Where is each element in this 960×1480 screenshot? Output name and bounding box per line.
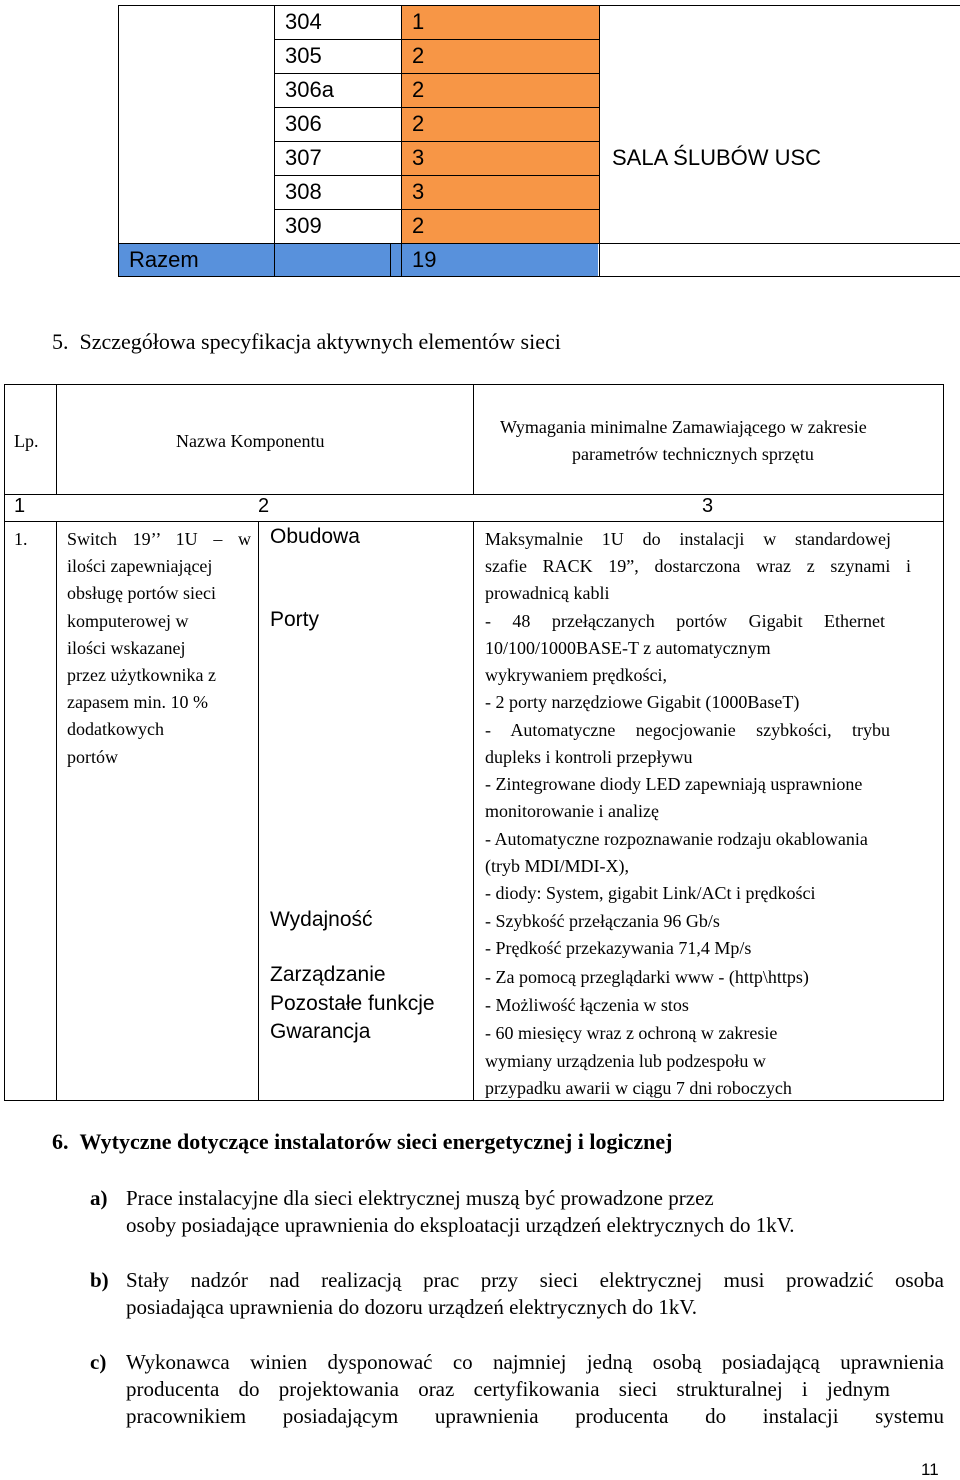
count-305: 2 [412, 43, 425, 68]
row-number: 1. [14, 529, 28, 549]
item-line: Prace instalacyjne dla sieci elektrycznej muszą być prowadzone przez [126, 1186, 714, 1210]
room-306: 306 [285, 111, 322, 136]
req-line: - 2 porty narzędziowe Gigabit (1000BaseT) [485, 692, 800, 712]
feature-obudowa: Obudowa [270, 525, 360, 548]
page-number: 11 [921, 1460, 939, 1479]
component-line: przez użytkownika z [67, 665, 216, 685]
header-req-2: parametrów technicznych sprzętu [572, 444, 814, 464]
requirements-zarzadzanie: - Za pomocą przeglądarki www - (http\https) [485, 967, 809, 987]
header-req-1: Wymagania minimalne Zamawiającego w zakresie [500, 417, 867, 437]
req-line: monitorowanie i analizę [485, 801, 659, 821]
req-line: Maksymalnie 1U do instalacji w standardowej [485, 529, 891, 549]
item-line: Wykonawca winien dysponować co najmniej jedną osobą posiadającą uprawnienia [126, 1350, 944, 1374]
item-line: pracownikiem posiadającym uprawnienia producenta do instalacji systemu [126, 1404, 944, 1428]
col-number-2: 2 [258, 495, 270, 517]
component-line: dodatkowych [67, 719, 164, 739]
count-309: 2 [412, 213, 425, 238]
req-line: - Automatyczne rozpoznawanie rodzaju okablowania [485, 829, 868, 849]
col-number-1: 1 [14, 495, 26, 517]
req-line: dupleks i kontroli przepływu [485, 747, 693, 767]
req-line: - 60 miesięcy wraz z ochroną w zakresie [485, 1023, 778, 1043]
requirements-pozostale: - Możliwość łączenia w stos [485, 995, 689, 1015]
item-label: a) [90, 1186, 108, 1210]
req-line: - Zintegrowane diody LED zapewniają usprawnione [485, 774, 863, 794]
req-line: wymiany urządzenia lub podzespołu w [485, 1051, 766, 1071]
component-line: ilości wskazanej [67, 638, 186, 658]
req-line: szafie RACK 19”, dostarczona wraz z szynami i [485, 556, 911, 576]
req-line: - Prędkość przekazywania 71,4 Mp/s [485, 938, 752, 958]
count-307: 3 [412, 145, 425, 170]
item-line: Stały nadzór nad realizacją prac przy sieci elektrycznej musi prowadzić osoba [126, 1268, 944, 1292]
header-lp: Lp. [14, 431, 39, 451]
req-line: 10/100/1000BASE-T z automatycznym [485, 638, 771, 658]
req-line: - Automatyczne negocjowanie szybkości, trybu [485, 720, 890, 740]
req-line: przypadku awarii w ciągu 7 dni roboczych [485, 1078, 792, 1098]
feature-gwarancja: Gwarancja [270, 1020, 371, 1043]
component-line: komputerowej w [67, 611, 189, 631]
req-line: (tryb MDI/MDI-X), [485, 856, 629, 876]
total-value: 19 [412, 247, 437, 272]
room-308: 308 [285, 179, 322, 204]
item-line: producenta do projektowania oraz certyfikowania sieci strukturalnej i jednym [126, 1377, 890, 1401]
item-line: posiadająca uprawnienia do dozoru urządzeń elektrycznych do 1kV. [126, 1295, 698, 1319]
req-line: - 48 przełączanych portów Gigabit Ethernet [485, 611, 885, 631]
component-line: portów [67, 747, 118, 767]
room-306a: 306a [285, 77, 334, 102]
room-305: 305 [285, 43, 322, 68]
feature-zarzadzanie: Zarządzanie [270, 963, 386, 986]
count-304: 1 [412, 9, 425, 34]
section-5-title: 5. Szczegółowa specyfikacja aktywnych elementów sieci [52, 329, 561, 354]
req-line: - diody: System, gigabit Link/ACt i prędkości [485, 883, 816, 903]
req-line: - Szybkość przełączania 96 Gb/s [485, 911, 720, 931]
total-label: Razem [129, 247, 199, 272]
header-name: Nazwa Komponentu [176, 431, 325, 451]
component-line: Switch 19’’ 1U – w [67, 529, 251, 549]
room-309: 309 [285, 213, 322, 238]
count-column-fill [401, 5, 599, 243]
component-line: zapasem min. 10 % [67, 692, 208, 712]
feature-porty: Porty [270, 608, 320, 631]
item-label: c) [90, 1350, 107, 1374]
room-304: 304 [285, 9, 322, 34]
req-line: wykrywaniem prędkości, [485, 665, 667, 685]
req-line: prowadnicą kabli [485, 583, 610, 603]
room-307: 307 [285, 145, 322, 170]
count-308: 3 [412, 179, 425, 204]
count-306: 2 [412, 111, 425, 136]
item-line: osoby posiadające uprawnienia do eksploatacji urządzeń elektrycznych do 1kV. [126, 1213, 795, 1237]
room-note: SALA ŚLUBÓW USC [612, 145, 822, 170]
feature-wydajnosc: Wydajność [270, 908, 373, 931]
col-number-3: 3 [702, 495, 714, 517]
count-306a: 2 [412, 77, 425, 102]
component-line: obsługę portów sieci [67, 583, 216, 603]
section-6-title: 6. Wytyczne dotyczące instalatorów sieci energetycznej i logicznej [52, 1129, 673, 1154]
item-label: b) [90, 1268, 109, 1292]
feature-pozostale: Pozostałe funkcje [270, 992, 435, 1015]
component-line: ilości zapewniającej [67, 556, 213, 576]
